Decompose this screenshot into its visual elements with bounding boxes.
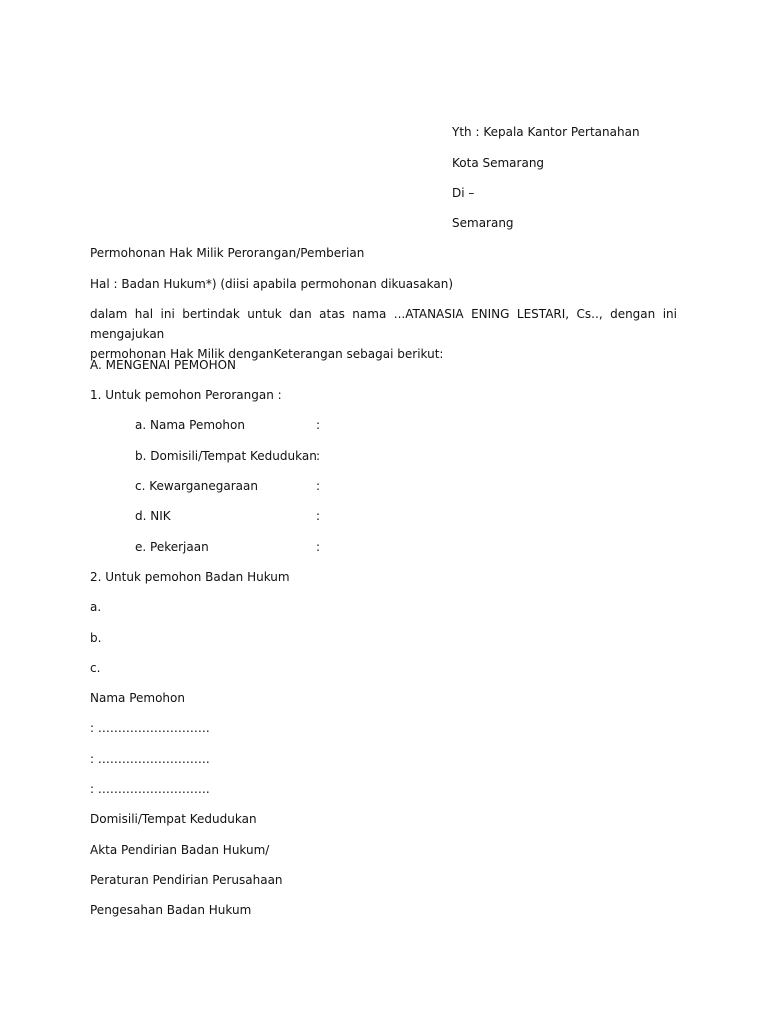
section-a-heading: A. MENGENAI PEMOHON xyxy=(90,358,237,372)
legal-entity-blank-1: : ………………………. xyxy=(90,721,210,735)
intro-paragraph-line-1: dalam hal ini bertindak untuk dan atas nama ...ATANASIA ENING LESTARI, Cs.., dengan ini mengajukan xyxy=(90,307,677,341)
field-colon-nik: : xyxy=(316,509,321,523)
field-label-nik: d. NIK xyxy=(135,509,171,523)
subject-line-1: Permohonan Hak Milik Perorangan/Pemberian xyxy=(90,246,365,260)
recipient-line: Yth : Kepala Kantor Pertanahan xyxy=(452,125,640,139)
field-colon-pekerjaan: : xyxy=(316,540,321,554)
recipient-place: Semarang xyxy=(452,216,514,230)
legal-entity-name-label: Nama Pemohon xyxy=(90,691,185,705)
intro-paragraph-line-2: permohonan Hak Milik denganKeterangan sebagai berikut: xyxy=(90,347,444,361)
field-label-domisili: b. Domisili/Tempat Kedudukan xyxy=(135,449,317,463)
legal-entity-letter-b: b. xyxy=(90,631,102,645)
legal-entity-letter-c: c. xyxy=(90,661,101,675)
field-label-kewarganegaraan: c. Kewarganegaraan xyxy=(135,479,258,493)
field-colon-kewarganegaraan: : xyxy=(316,479,321,493)
legal-entity-item-akta: Akta Pendirian Badan Hukum/ xyxy=(90,843,270,857)
legal-entity-item-pengesahan: Pengesahan Badan Hukum xyxy=(90,903,252,917)
recipient-city: Kota Semarang xyxy=(452,156,545,170)
field-label-nama: a. Nama Pemohon xyxy=(135,418,245,432)
legal-entity-item-peraturan: Peraturan Pendirian Perusahaan xyxy=(90,873,283,887)
field-colon-domisili: : xyxy=(316,449,321,463)
legal-entity-letter-a: a. xyxy=(90,600,102,614)
legal-entity-item-domisili: Domisili/Tempat Kedudukan xyxy=(90,812,257,826)
subject-line-2: Hal : Badan Hukum*) (diisi apabila permohonan dikuasakan) xyxy=(90,277,454,291)
field-colon-nama: : xyxy=(316,418,321,432)
legal-entity-heading: 2. Untuk pemohon Badan Hukum xyxy=(90,570,290,584)
recipient-di: Di – xyxy=(452,186,475,200)
field-label-pekerjaan: e. Pekerjaan xyxy=(135,540,209,554)
legal-entity-blank-3: : ………………………. xyxy=(90,782,210,796)
intro-paragraph xyxy=(90,304,677,364)
individual-heading: 1. Untuk pemohon Perorangan : xyxy=(90,388,282,402)
legal-entity-blank-2: : ………………………. xyxy=(90,752,210,766)
